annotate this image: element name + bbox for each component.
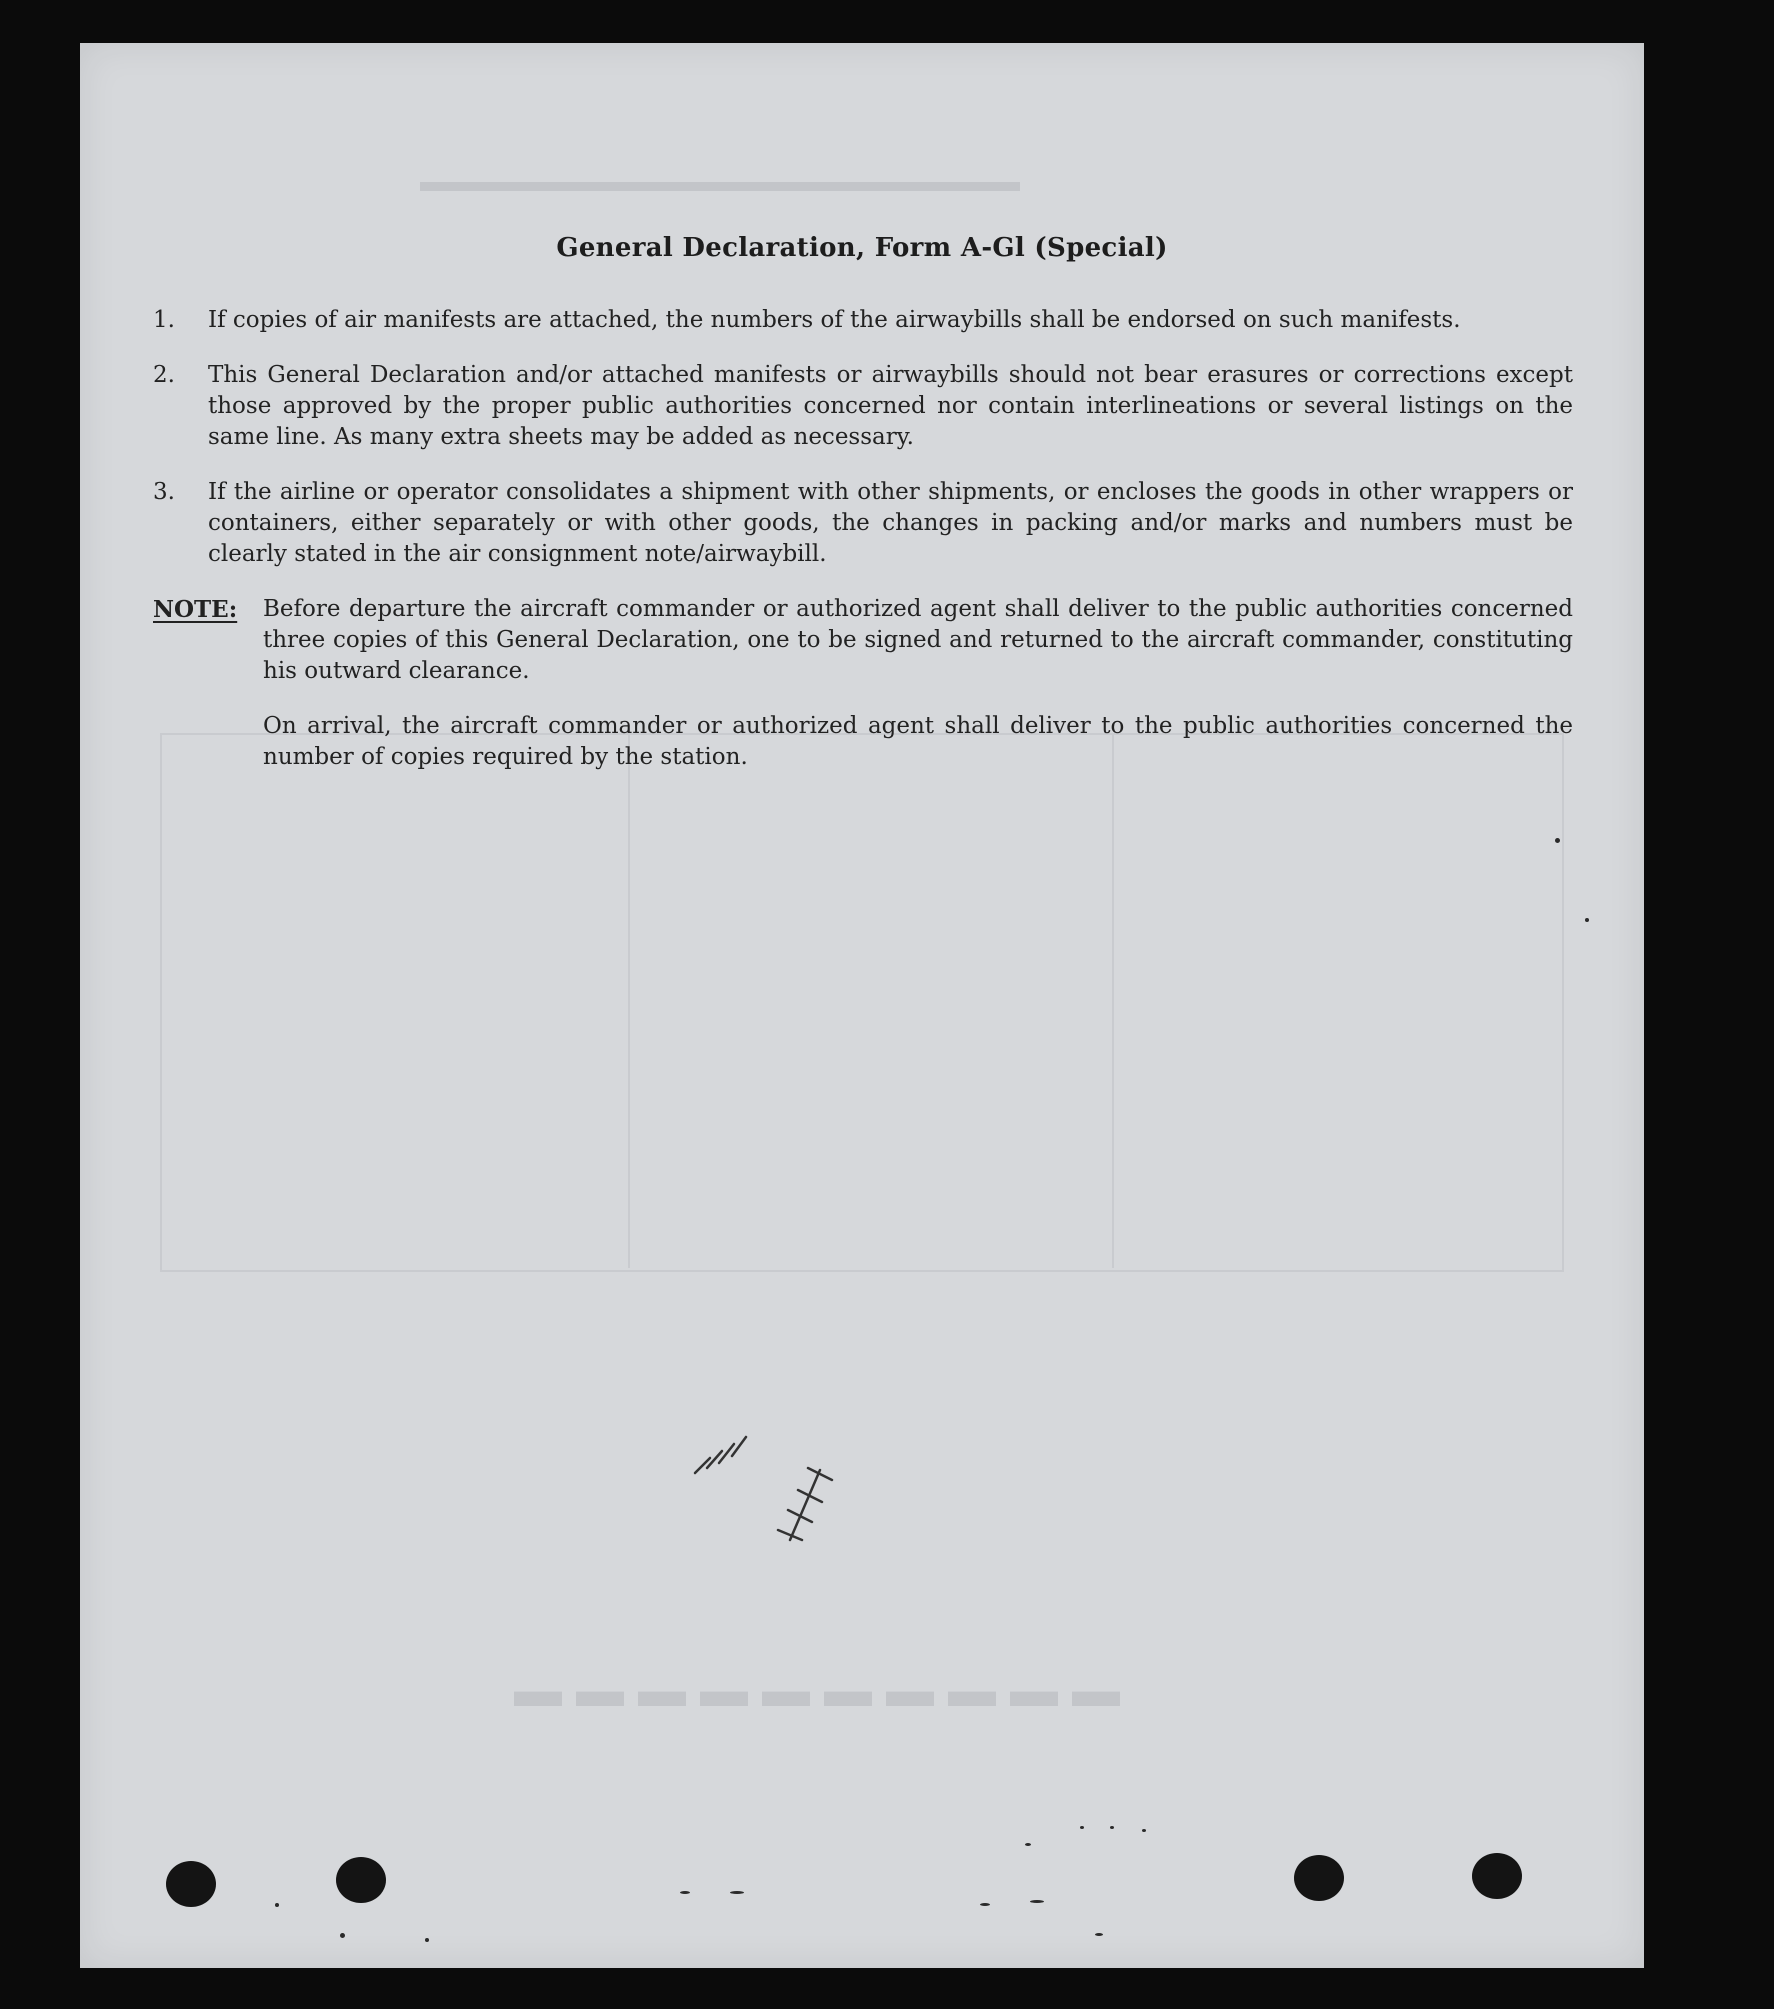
punch-hole — [166, 1861, 216, 1907]
punch-hole — [1294, 1855, 1344, 1901]
list-item — [153, 305, 1573, 336]
item-text: If the airline or operator consolidates a shipment with other shipments, or encloses the goods in other wrappers or containers, either separately or with other goods, the changes in packing and/or marks and numbers must be clearly stated in the air consignment note/airwaybill. — [208, 479, 1573, 567]
speck — [1110, 1826, 1114, 1829]
bleed-through-large-heading: ▬▬▬▬▬▬▬▬▬▬ — [500, 1664, 1120, 1717]
item-text: If copies of air manifests are attached, the numbers of the airwaybills shall be endorsed on such manifests. — [208, 307, 1461, 333]
instructions-list — [153, 305, 1573, 797]
bleed-through-table-col — [1112, 733, 1114, 1268]
speck — [1095, 1933, 1103, 1936]
speck — [680, 1891, 690, 1894]
list-item — [153, 360, 1573, 453]
speck — [340, 1933, 345, 1938]
speck — [275, 1903, 279, 1907]
bleed-through-heading: ▬▬▬▬▬▬▬▬▬▬▬▬▬▬▬▬▬▬▬▬ — [420, 165, 1020, 198]
note-label: NOTE: — [153, 596, 238, 623]
speck — [425, 1938, 429, 1942]
item-text: This General Declaration and/or attached manifests or airwaybills should not bear erasures or corrections except those approved by the proper public authorities concerned nor contain interlineations or several listings on the same line. As many extra sheets may be added as necessary. — [208, 362, 1573, 450]
item-number: 2. — [153, 362, 175, 388]
item-number: 1. — [153, 307, 175, 333]
speck — [1080, 1826, 1084, 1829]
note-paragraph: On arrival, the aircraft commander or authorized agent shall deliver to the public authorities concerned the number of copies required by the station. — [263, 713, 1573, 770]
note-paragraph: Before departure the aircraft commander or authorized agent shall deliver to the public authorities concerned three copies of this General Declaration, one to be signed and returned to the aircraft commander, constituting his outward clearance. — [263, 596, 1573, 684]
bleed-through-table-col — [628, 733, 630, 1268]
speck — [980, 1903, 990, 1906]
document-page — [80, 43, 1644, 1968]
tally-marks-icon — [690, 1428, 860, 1558]
speck — [1142, 1829, 1146, 1832]
speck — [730, 1891, 744, 1894]
punch-hole — [1472, 1853, 1522, 1899]
document-title: General Declaration, Form A-Gl (Special) — [556, 233, 1168, 263]
punch-hole — [336, 1857, 386, 1903]
bleed-through-table — [160, 733, 1564, 1272]
speck — [1025, 1843, 1031, 1846]
speck — [1555, 838, 1560, 843]
speck — [1585, 918, 1589, 922]
list-item — [153, 477, 1573, 570]
item-number: 3. — [153, 479, 175, 505]
note-section — [153, 594, 1573, 797]
note-body — [263, 594, 1573, 797]
speck — [1030, 1900, 1044, 1903]
